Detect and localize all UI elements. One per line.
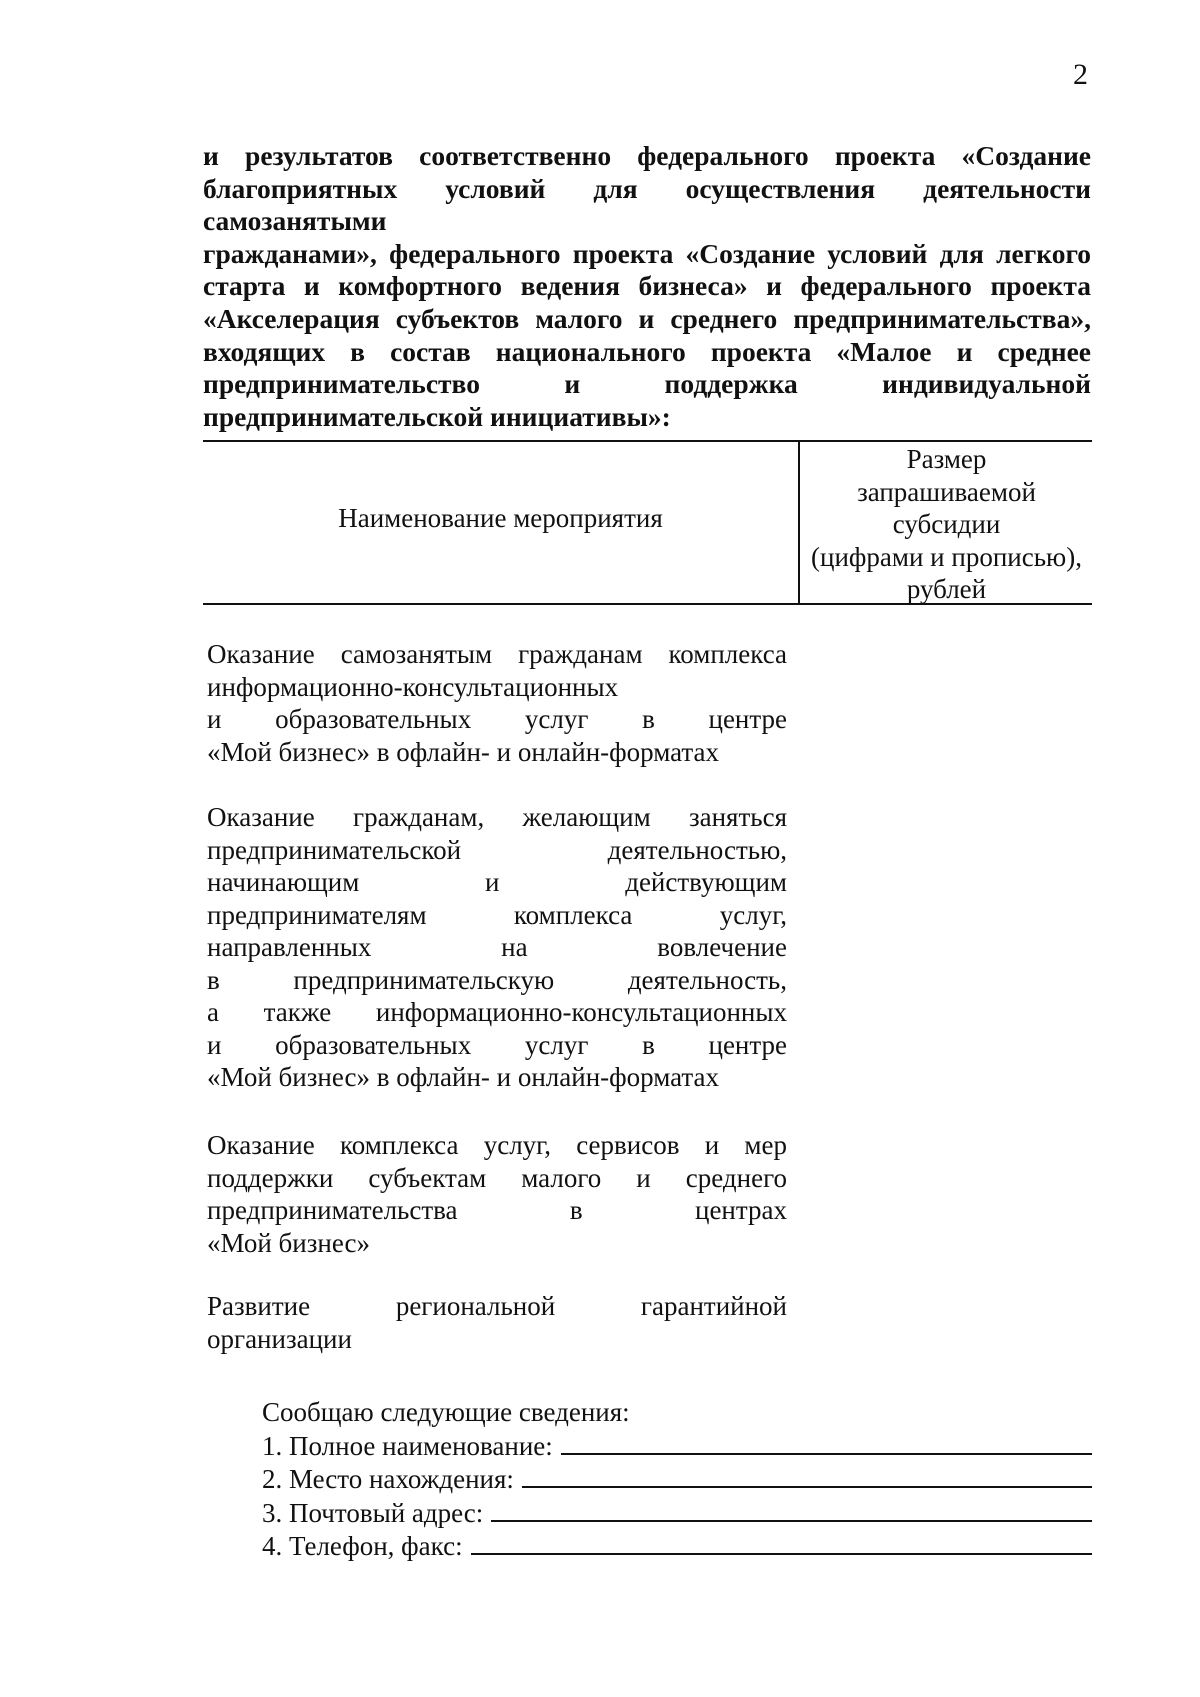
- header-size-line: рублей: [906, 574, 987, 604]
- row-line: начинающим и действующим: [207, 867, 787, 897]
- row-line: в предпринимательскую деятельность,: [207, 964, 787, 995]
- row-line: Оказание самозанятым гражданам комплекса: [207, 639, 787, 669]
- page-number: 2: [1073, 58, 1088, 91]
- row-line: предпринимателям комплекса услуг,: [207, 899, 787, 930]
- info-field-location: [262, 1462, 1092, 1496]
- row-line: организации: [207, 1323, 352, 1354]
- table-header-name: Наименование мероприятия: [338, 503, 663, 533]
- intro-line: входящих в состав национального проекта «Малое и среднее: [203, 335, 1091, 367]
- intro-paragraph: [203, 140, 1091, 433]
- field-label: 4. Телефон, факс:: [262, 1531, 463, 1561]
- field-blank-line[interactable]: [471, 1529, 1092, 1555]
- row-line: «Мой бизнес» в офлайн- и онлайн-форматах: [207, 736, 720, 767]
- header-size-line: субсидии: [892, 509, 1001, 539]
- field-blank-line[interactable]: [491, 1496, 1092, 1522]
- table-column-divider: [798, 440, 800, 604]
- intro-line: старта и комфортного ведения бизнеса» и федерального проекта: [203, 270, 1091, 302]
- field-blank-line[interactable]: [522, 1462, 1092, 1488]
- intro-line: «Акселерация субъектов малого и среднего предпринимательства»,: [203, 302, 1091, 334]
- row-line: предпринимательства в центрах: [207, 1195, 787, 1225]
- row-line: Оказание гражданам, желающим заняться: [207, 802, 787, 832]
- row-line: Оказание комплекса услуг, сервисов и мер: [207, 1130, 787, 1160]
- header-size-line: запрашиваемой: [857, 476, 1036, 507]
- info-field-phone-fax: [262, 1529, 1092, 1563]
- row-line: и образовательных услуг в центре: [207, 1029, 787, 1060]
- info-heading: Сообщаю следующие сведения:: [262, 1397, 630, 1427]
- header-size-line: (цифрами и прописью),: [811, 541, 1082, 572]
- info-field-postal-address: [262, 1496, 1092, 1530]
- table-row: [207, 638, 787, 768]
- row-line: информационно-консультационных: [207, 671, 619, 702]
- row-line: а также информационно-консультационных: [207, 997, 787, 1027]
- table-top-rule: [203, 440, 1092, 442]
- row-line: предпринимательской деятельностью,: [207, 834, 787, 865]
- field-label: 1. Полное наименование:: [262, 1430, 553, 1461]
- table-row: [207, 801, 787, 1094]
- row-line: и образовательных услуг в центре: [207, 704, 787, 734]
- table-row: [207, 1290, 787, 1355]
- row-line: «Мой бизнес»: [207, 1227, 370, 1258]
- header-size-line: Размер: [906, 444, 987, 474]
- info-field-full-name: [262, 1429, 1092, 1463]
- field-label: 3. Почтовый адрес:: [262, 1497, 484, 1528]
- intro-line: предпринимательство и поддержка индивидуальной: [203, 368, 1091, 400]
- row-line: «Мой бизнес» в офлайн- и онлайн-форматах: [207, 1062, 720, 1092]
- field-blank-line[interactable]: [561, 1429, 1092, 1455]
- field-label: 2. Место нахождения:: [262, 1464, 514, 1494]
- intro-line: предпринимательской инициативы»:: [203, 400, 671, 432]
- row-line: поддержки субъектам малого и среднего: [207, 1162, 787, 1193]
- table-header-size: [801, 443, 1092, 606]
- info-section: [262, 1396, 1092, 1563]
- row-line: Развитие региональной гарантийной: [207, 1291, 787, 1321]
- row-line: направленных на вовлечение: [207, 932, 787, 962]
- intro-line: благоприятных условий для осуществления деятельности самозанятыми: [203, 172, 1091, 237]
- intro-line: и результатов соответственно федерального проекта «Создание: [203, 140, 1091, 171]
- table-row: [207, 1129, 787, 1259]
- intro-line: гражданами», федерального проекта «Создание условий для легкого: [203, 237, 1091, 269]
